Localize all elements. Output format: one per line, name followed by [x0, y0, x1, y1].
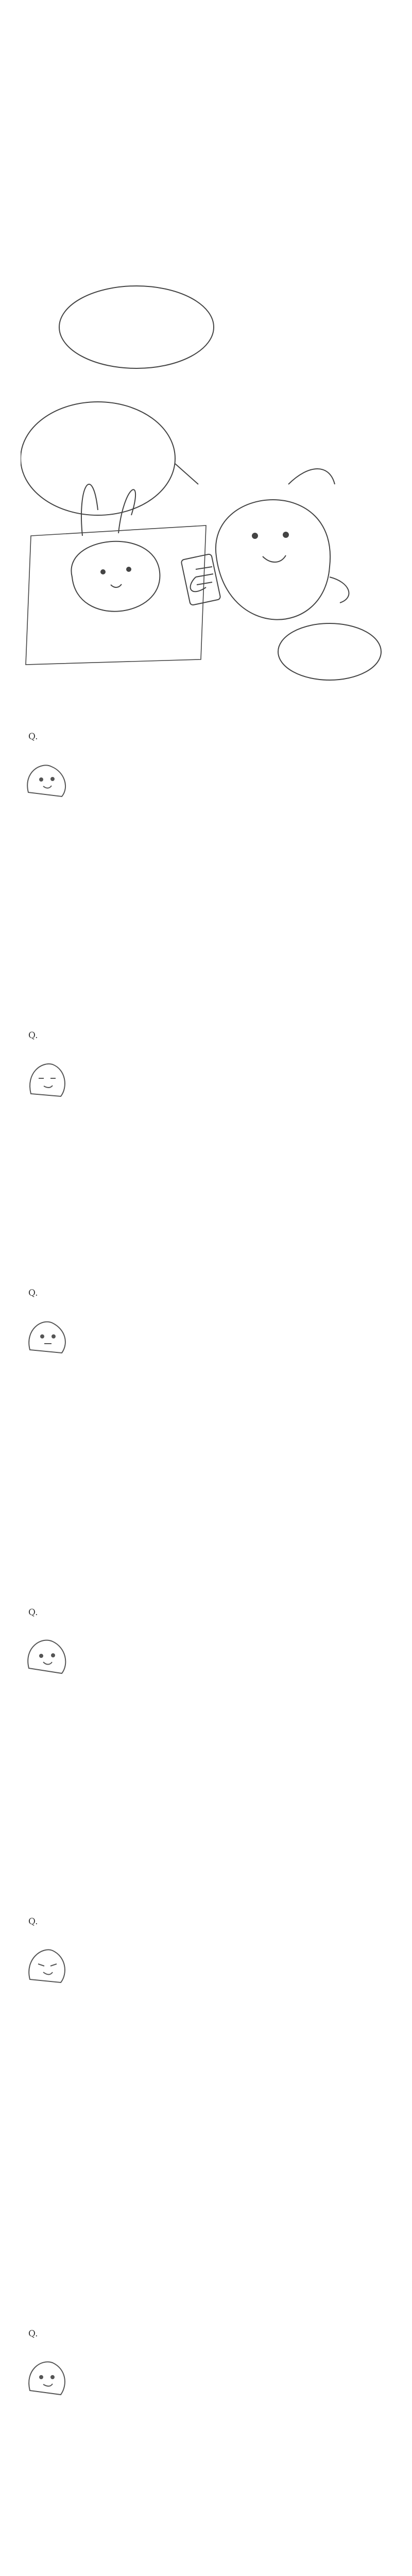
- question-5: Q.: [28, 1917, 38, 1927]
- qa-item-4: [0, 1607, 412, 1875]
- mascot-body: [216, 500, 330, 620]
- bubble-tail-2: [175, 464, 198, 484]
- intro-text: [0, 46, 412, 58]
- question-4: Q.: [28, 1607, 38, 1618]
- sketch-avatar-icon: [21, 1055, 72, 1101]
- question-3: Q.: [28, 1288, 38, 1298]
- bunny-ears: [81, 484, 135, 536]
- qa-title: [0, 202, 412, 217]
- question-1: Q.: [28, 732, 38, 742]
- speech-bubble-1: [59, 286, 214, 368]
- sketch-avatar-icon: [21, 2353, 72, 2400]
- qa-item-5: [0, 1917, 412, 2308]
- paper-sheet: [181, 554, 220, 606]
- comic-panel-frame: [26, 526, 206, 665]
- sketch-avatar-icon: [21, 1941, 72, 1988]
- qa-item-6: [0, 2329, 412, 2576]
- qa-item-1: [0, 732, 412, 1020]
- bunny-head: [71, 541, 160, 612]
- sketch-avatar-icon: [21, 1313, 72, 1359]
- speech-bubble-2: [21, 402, 175, 515]
- qa-item-3: [0, 1288, 412, 1577]
- comic-artwork: [21, 268, 391, 690]
- speech-bubble-3: [278, 623, 381, 680]
- qa-item-2: [0, 1030, 412, 1247]
- intro-comic: [21, 268, 391, 690]
- question-2: Q.: [28, 1030, 38, 1041]
- question-6: Q.: [28, 2329, 38, 2339]
- sketch-avatar-icon: [21, 756, 72, 803]
- sketch-avatar-icon: [21, 1632, 72, 1679]
